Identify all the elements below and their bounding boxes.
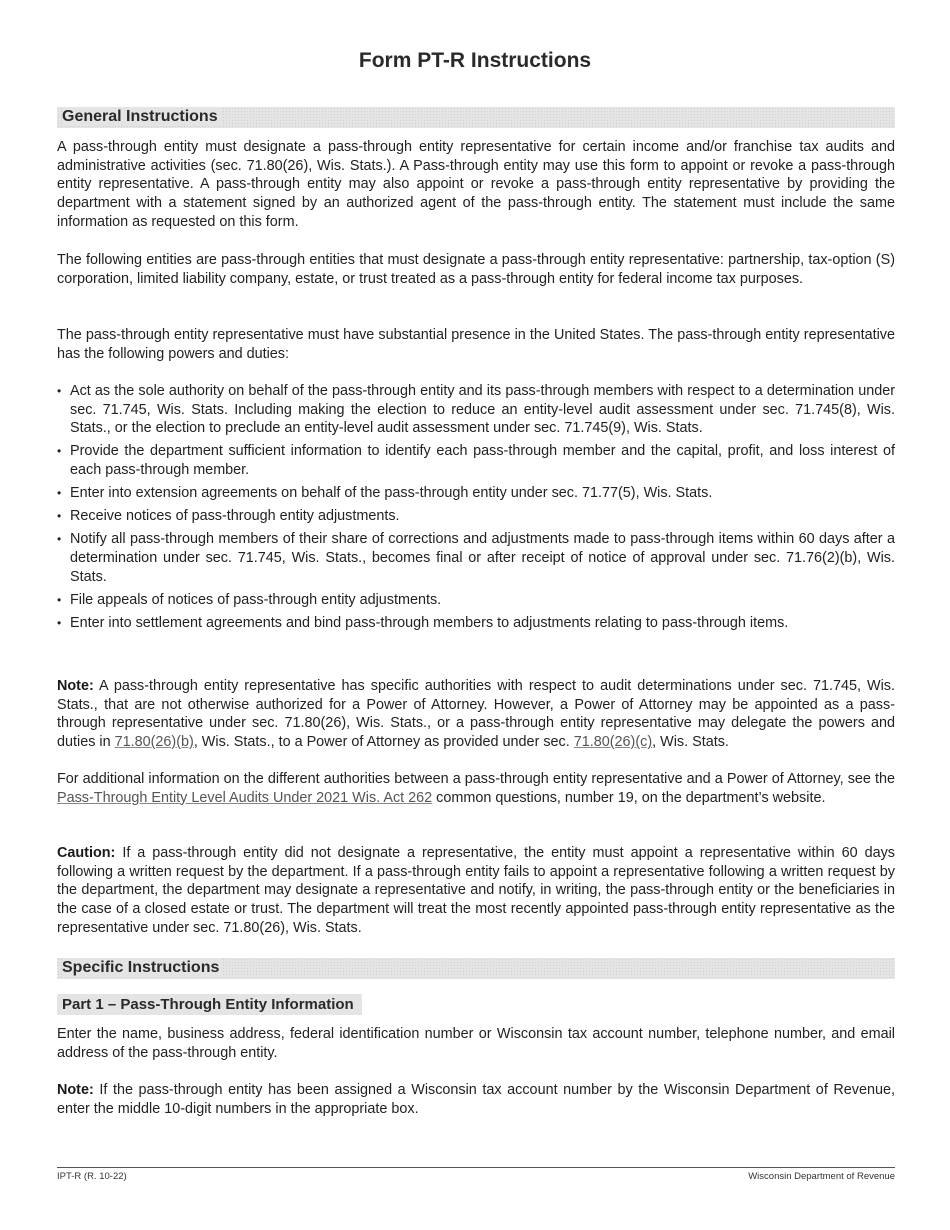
section-band-general bbox=[57, 107, 895, 128]
footer-agency: Wisconsin Department of Revenue bbox=[748, 1171, 895, 1182]
part-1-note-paragraph bbox=[57, 1081, 895, 1118]
footer-form-id: IPT-R (R. 10-22) bbox=[57, 1171, 127, 1182]
pass-through-audits-link[interactable]: Pass-Through Entity Level Audits Under 2021 Wis. Act 262 bbox=[57, 789, 433, 806]
caution-paragraph bbox=[57, 844, 895, 938]
note-label: Note: bbox=[57, 678, 94, 694]
part-1-note-text: If the pass-through entity has been assigned a Wisconsin tax account number by the Wisconsin Department of Revenue, enter the middle 10-digit numbers in the appropriate box. bbox=[57, 1082, 895, 1117]
additional-info-text-1: For additional information on the different authorities between a pass-through entity representative and a Power of Attorney, see the bbox=[57, 771, 895, 787]
page-title: Form PT-R Instructions bbox=[358, 49, 592, 72]
note-text-part-2: , Wis. Stats., to a Power of Attorney as provided under sec. bbox=[193, 734, 574, 751]
duties-list bbox=[57, 382, 895, 637]
part-1-note-label: Note: bbox=[57, 1082, 94, 1098]
additional-info-paragraph bbox=[57, 770, 895, 807]
list-item: • File appeals of notices of pass-through entity adjustments. bbox=[57, 591, 895, 610]
statute-link-71-80-26-b[interactable]: 71.80(26)(b) bbox=[114, 734, 194, 751]
list-item: • Act as the sole authority on behalf of the pass-through entity and its pass-through members with respect to a determination under sec. 71.745, Wis. Stats. Including making the election to reduce an entity-level audit assessment under sec. 71.745(8), Wis. Stats., or the election to preclude an entity-level audit assessment under sec. 71.745(9), Wis. Stats. bbox=[57, 382, 895, 438]
part-1-heading: Part 1 – Pass-Through Entity Information bbox=[57, 994, 362, 1015]
footer-divider bbox=[57, 1167, 895, 1168]
part-1-paragraph: Enter the name, business address, federal identification number or Wisconsin tax account number, telephone number, and email address of the pass-through entity. bbox=[57, 1026, 895, 1061]
general-paragraph-2: The following entities are pass-through entities that must designate a pass-through entity representative: partnership, tax-option (S) corporation, limited liability company, estate, or trust treated as a pass-through entity for federal income tax purposes. bbox=[57, 252, 895, 287]
general-paragraph-1: A pass-through entity must designate a pass-through entity representative for certain income and/or franchise tax audits and administrative activities (sec. 71.80(26), Wis. Stats.). A Pass-through entity may use this form to appoint or revoke a pass-through entity representative. A pass-through entity may also appoint or revoke a pass-through entity representative by providing the department with a statement signed by an authorized agent of the pass-through entity. The statement must include the same information as requested on this form. bbox=[57, 139, 895, 230]
caution-label: Caution: bbox=[57, 845, 116, 861]
note-paragraph bbox=[57, 677, 895, 752]
additional-info-text-2: common questions, number 19, on the department’s website. bbox=[432, 789, 826, 806]
list-item: • Receive notices of pass-through entity adjustments. bbox=[57, 507, 895, 526]
section-heading-general: General Instructions bbox=[62, 108, 221, 126]
list-item: • Notify all pass-through members of their share of corrections and adjustments made to pass-through items within 60 days after a determination under sec. 71.745, Wis. Stats., becomes final or after receipt of notice of approval under sec. 71.76(2)(b), Wis. Stats. bbox=[57, 530, 895, 586]
section-band-specific bbox=[57, 958, 895, 979]
general-paragraph-3: The pass-through entity representative must have substantial presence in the United States. The pass-through entity representative has the following powers and duties: bbox=[57, 327, 895, 362]
statute-link-71-80-26-c[interactable]: 71.80(26)(c) bbox=[573, 734, 653, 751]
caution-text: If a pass-through entity did not designate a representative, the entity must appoint a representative within 60 days following a written request by the department. If a pass-through entity fails to appoint a representative following a written request by the department, the department may designate a representative and notify, in writing, the pass-through entity or the beneficiaries in the case of a closed estate or trust. The department will treat the most recently appointed pass-through entity representative as the representative under sec. 71.80(26), Wis. Stats. bbox=[57, 845, 895, 936]
section-heading-specific: Specific Instructions bbox=[62, 959, 222, 977]
list-item: • Enter into extension agreements on behalf of the pass-through entity under sec. 71.77(5), Wis. Stats. bbox=[57, 484, 895, 503]
list-item: • Provide the department sufficient information to identify each pass-through member and the capital, profit, and loss interest of each pass-through member. bbox=[57, 442, 895, 479]
list-item: • Enter into settlement agreements and bind pass-through members to adjustments relating to pass-through items. bbox=[57, 614, 895, 633]
note-text-part-1: A pass-through entity representative has specific authorities with respect to audit determinations under sec. 71.745, Wis. Stats., that are not otherwise authorized for a Power of Attorney. However, a Power of Attorney may be appointed as a pass-through representative under sec. 71.80(26), Wis. Stats., or a pass-through entity representative may delegate the powers and duties in bbox=[57, 678, 895, 751]
note-text-part-3: , Wis. Stats. bbox=[652, 734, 729, 751]
